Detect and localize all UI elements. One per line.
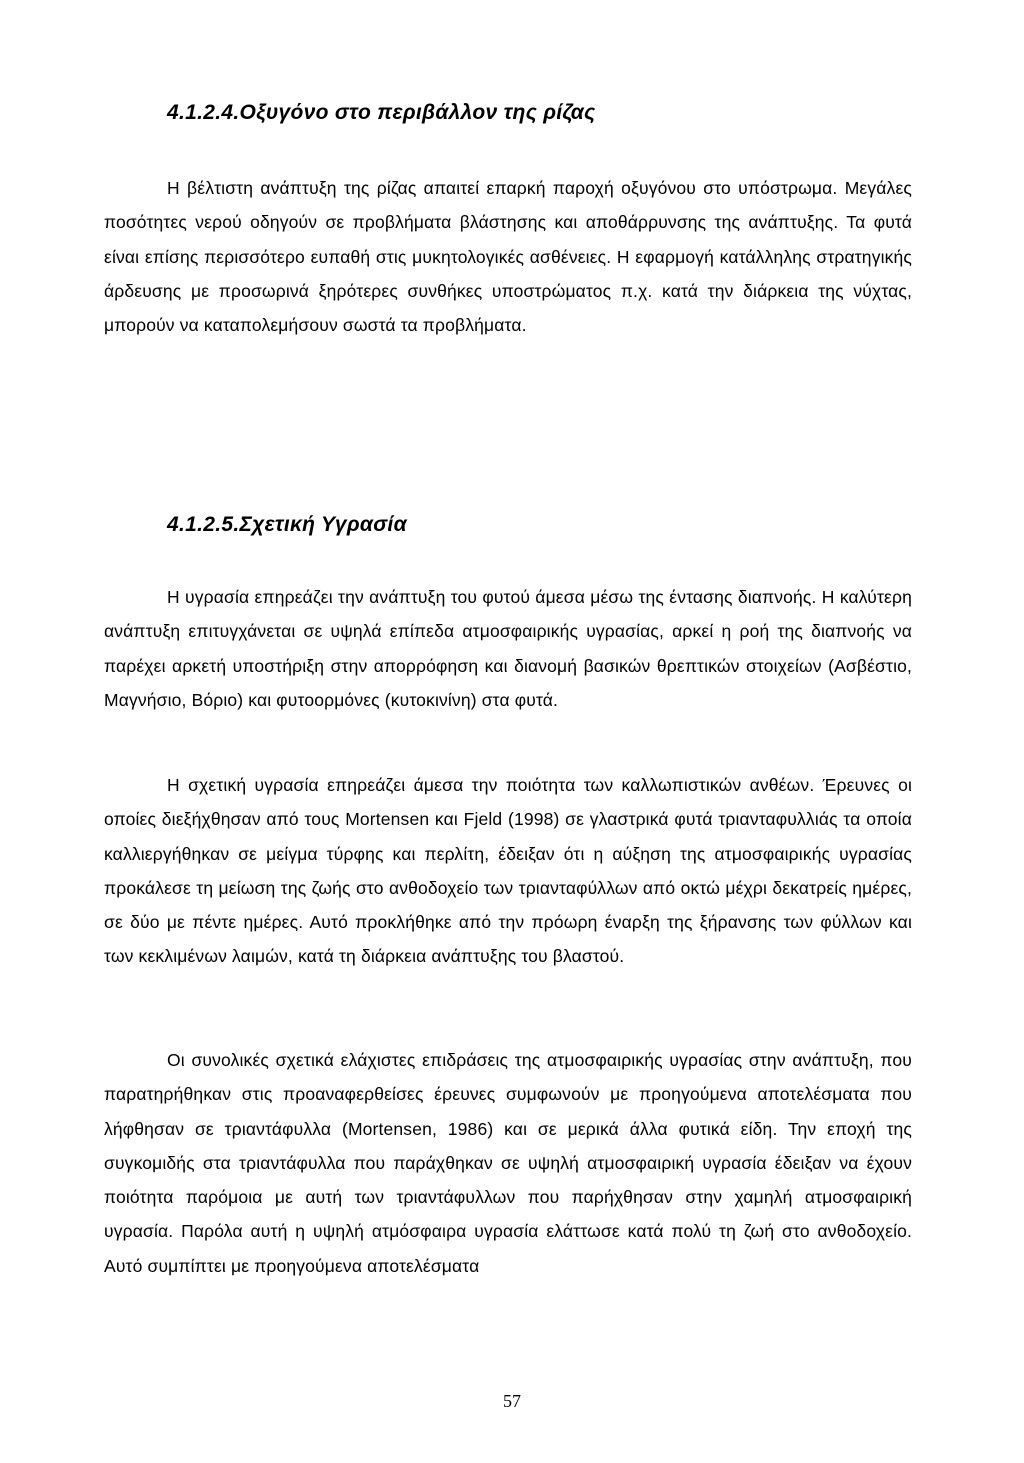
page-number: 57	[503, 1391, 521, 1411]
section-heading-humidity: 4.1.2.5.Σχετική Υγρασία	[167, 513, 407, 536]
paragraph-oxygen: Η βέλτιστη ανάπτυξη της ρίζας απαιτεί επαρκή παροχή οξυγόνου στο υπόστρωμα. Μεγάλες ποσότητες νερού οδηγούν σε προβλήματα βλάστησης και αποθάρρυνσης της ανάπτυξης. Τα φυτά είναι επίσης περισσότερο ευπαθή στις μυκητολογικές ασθένειες. Η εφαρμογή κατάλληλης στρατηγικής άρδευσης με προσωρινά ξηρότερες συνθήκες υποστρώματος π.χ. κατά την διάρκεια της νύχτας, μπορούν να καταπολεμήσουν σωστά τα προβλήματα.	[104, 178, 912, 336]
paragraph-humidity-2: Η σχετική υγρασία επηρεάζει άμεσα την ποιότητα των καλλωπιστικών ανθέων. Έρευνες οι οποίες διεξήχθησαν από τους Mortensen και Fjeld (1998) σε γλαστρικά φυτά τριανταφυλλιάς τα οποία καλλιεργήθηκαν σε μείγμα τύρφης και περλίτη, έδειξαν ότι η αύξηση της ατμοσφαιρικής υγρασίας προκάλεσε τη μείωση της ζωής στο ανθοδοχείο των τριανταφύλλων από οκτώ μέχρι δεκατρείς ημέρες, σε δύο με πέντε ημέρες. Αυτό προκλήθηκε από την πρόωρη έναρξη της ξήρανσης των φύλλων και των κεκλιμένων λαιμών, κατά τη διάρκεια ανάπτυξης του βλαστού.	[104, 775, 912, 967]
section-heading-oxygen: 4.1.2.4.Οξυγόνο στο περιβάλλον της ρίζας	[167, 101, 596, 124]
paragraph-humidity-1: Η υγρασία επηρεάζει την ανάπτυξη του φυτού άμεσα μέσω της έντασης διαπνοής. Η καλύτερη ανάπτυξη επιτυγχάνεται σε υψηλά επίπεδα ατμοσφαιρικής υγρασίας, αρκεί η ροή της διαπνοής να παρέχει αρκετή υποστήριξη στην απορρόφηση και διανομή βασικών θρεπτικών στοιχείων (Ασβέστιο, Μαγνήσιο, Βόριο) και φυτοορμόνες (κυτοκινίνη) στα φυτά.	[104, 587, 912, 710]
paragraph-humidity-3: Οι συνολικές σχετικά ελάχιστες επιδράσεις της ατμοσφαιρικής υγρασίας στην ανάπτυξη, που παρατηρήθηκαν στις προαναφερθείσες έρευνες συμφωνούν με προηγούμενα αποτελέσματα που λήφθησαν σε τριαντάφυλλα (Mortensen, 1986) και σε μερικά άλλα φυτικά είδη. Την εποχή της συγκομιδής στα τριαντάφυλλα που παράχθηκαν σε υψηλή ατμοσφαιρική υγρασία έδειξαν να έχουν ποιότητα παρόμοια με αυτή των τριαντάφυλλων που παρήχθησαν στην χαμηλή ατμοσφαιρική υγρασία. Παρόλα αυτή η υψηλή ατμόσφαιρα υγρασία ελάττωσε κατά πολύ τη ζωή στο ανθοδοχείο. Αυτό συμπίπτει με προηγούμενα αποτελέσματα	[104, 1050, 912, 1276]
